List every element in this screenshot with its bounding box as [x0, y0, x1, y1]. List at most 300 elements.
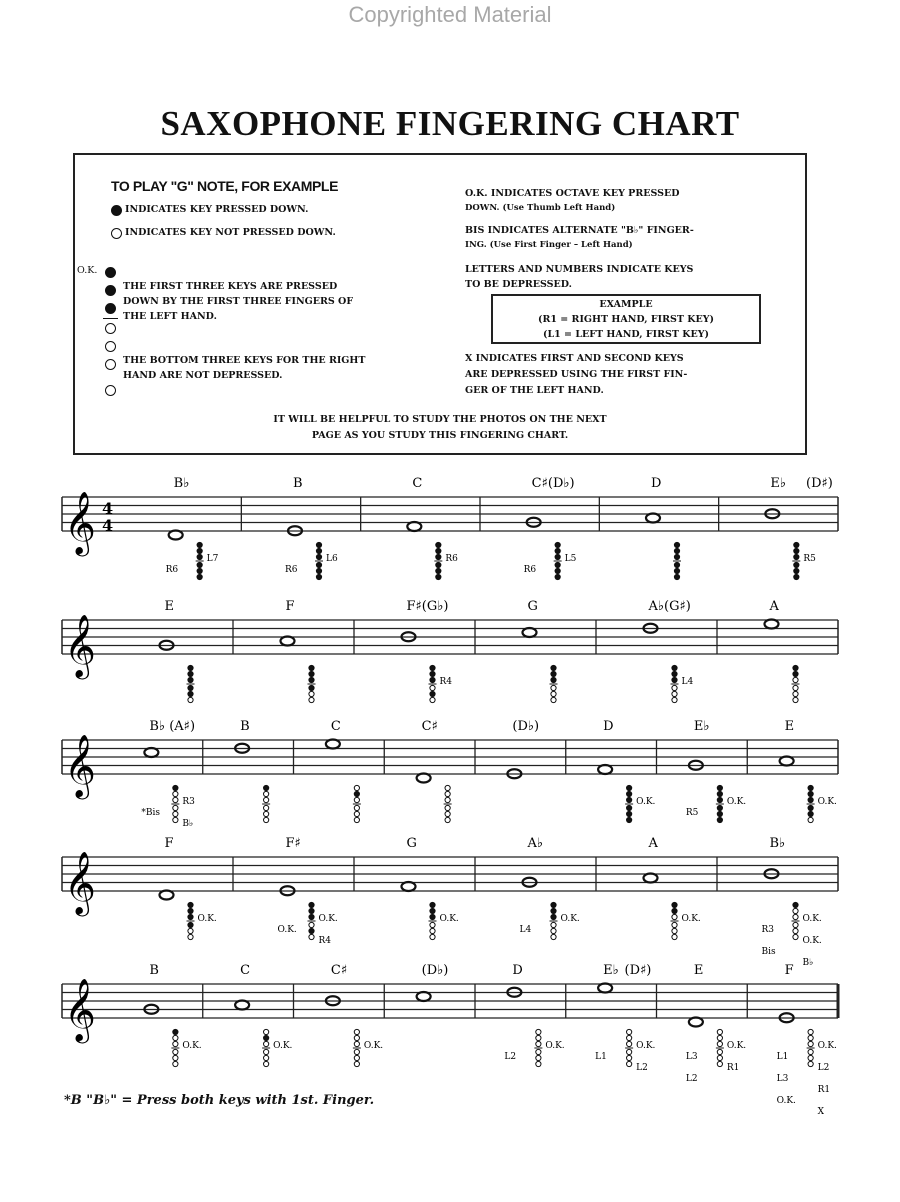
note-name: B	[240, 719, 250, 734]
fingering-dot	[674, 562, 679, 567]
fingering-dot	[536, 1049, 541, 1054]
fingering-dot	[430, 685, 435, 690]
fingering-dot	[674, 568, 679, 573]
page-title: SAXOPHONE FINGERING CHART	[160, 104, 740, 143]
fingering-dot	[551, 908, 556, 913]
fingering-dot	[430, 671, 435, 676]
fingering-dot	[173, 805, 178, 810]
fingering-dot	[551, 671, 556, 676]
fingering-dot	[316, 574, 321, 579]
legend-x-desc-2: ARE DEPRESSED USING THE FIRST FIN-	[465, 369, 688, 380]
key-label: O.K.	[545, 1041, 565, 1051]
fingering-dot	[717, 1055, 722, 1060]
fingering-dot	[794, 568, 799, 573]
key-label: R6	[523, 565, 537, 575]
fingering-dot	[627, 1055, 632, 1060]
note-name: E	[164, 599, 174, 614]
fingering-dot	[173, 1061, 178, 1066]
key-label: R4	[318, 936, 332, 946]
key-label: L2	[504, 1052, 517, 1062]
note-name: C	[240, 963, 251, 978]
legend-first-three-3: THE LEFT HAND.	[123, 311, 217, 322]
legend-bis-desc-2: ING. (Use First Finger – Left Hand)	[465, 240, 633, 250]
note-name: C	[412, 476, 423, 491]
fingering-dot	[445, 805, 450, 810]
fingering-dot	[188, 691, 193, 696]
fingering-dot	[188, 928, 193, 933]
fingering-dot	[430, 697, 435, 702]
fingering-dot	[555, 554, 560, 559]
key-label: O.K.	[726, 797, 747, 807]
fingering-dot	[188, 908, 193, 913]
fingering-dot	[264, 1041, 269, 1046]
note-head	[402, 882, 416, 891]
fingering-dot	[354, 1041, 359, 1046]
fingering-dot	[672, 677, 677, 682]
fingering-dot	[717, 1041, 722, 1046]
key-label: L1	[776, 1052, 789, 1062]
fingering-dot	[354, 785, 359, 790]
fingering-dot	[793, 665, 798, 670]
key-label: L4	[681, 677, 694, 687]
fingering-dot	[197, 562, 202, 567]
key-label: L3	[776, 1074, 789, 1084]
legend-helpful-2: PAGE AS YOU STUDY THIS FINGERING CHART.	[311, 430, 569, 441]
note-name: F	[784, 963, 794, 978]
fingering-dot	[309, 665, 314, 670]
fingering-dot	[551, 914, 556, 919]
key-label: O.K.	[197, 914, 217, 924]
fingering-dot	[436, 574, 441, 579]
key-label: O.K.	[182, 1041, 202, 1051]
fingering-dot	[717, 1035, 722, 1040]
fingering-dot	[188, 697, 193, 702]
fingering-dot	[808, 1055, 813, 1060]
treble-clef-icon: 𝄞	[64, 734, 96, 797]
key-label: R1	[817, 1085, 831, 1095]
fingering-dot	[430, 934, 435, 939]
fingering-dot	[309, 671, 314, 676]
note-name: D	[603, 719, 614, 734]
fingering-dot	[793, 922, 798, 927]
key-label: R4	[439, 677, 453, 687]
fingering-dot	[309, 902, 314, 907]
fingering-dot	[627, 785, 632, 790]
fingering-dot	[793, 691, 798, 696]
note-name: A	[769, 599, 779, 614]
key-label: R5	[685, 808, 699, 818]
fingering-dot	[197, 542, 202, 547]
key-label: L6	[326, 554, 338, 564]
fingering-dot	[436, 562, 441, 567]
fingering-dot	[536, 1061, 541, 1066]
key-label: L5	[564, 554, 577, 564]
fingering-dot	[309, 691, 314, 696]
fingering-dot	[316, 548, 321, 553]
fingering-dot	[188, 922, 193, 927]
fingering-dot	[316, 568, 321, 573]
fingering-dot	[717, 817, 722, 822]
fingering-dot	[430, 922, 435, 927]
legend-letters-desc-1: LETTERS AND NUMBERS INDICATE KEYS	[465, 264, 694, 275]
fingering-dot	[188, 685, 193, 690]
fingering-dot	[717, 797, 722, 802]
note-name: E	[784, 719, 795, 734]
note-name: B	[149, 963, 159, 978]
legend-x-desc-3: GER OF THE LEFT HAND.	[465, 385, 604, 396]
key-label: L4	[519, 925, 532, 935]
note-head	[407, 522, 421, 531]
note-head	[598, 765, 612, 774]
fingering-dot	[674, 548, 679, 553]
fingering-dot	[808, 791, 813, 796]
fingering-dot	[188, 677, 193, 682]
fingering-dot	[188, 671, 193, 676]
key-label: O.K.	[363, 1041, 384, 1051]
fingering-dot	[672, 697, 677, 702]
fingering-dot	[173, 811, 178, 816]
key-label: O.K.	[802, 914, 822, 924]
treble-clef-icon: 𝄞	[64, 851, 96, 914]
fingering-dot	[808, 817, 813, 822]
time-signature-bottom: 4	[102, 516, 114, 535]
legend-open-text: INDICATES KEY NOT PRESSED DOWN.	[125, 227, 336, 238]
fingering-dot	[173, 791, 178, 796]
fingering-dot	[173, 817, 178, 822]
note-head	[646, 514, 660, 523]
fingering-dot	[794, 574, 799, 579]
time-signature-top: 4	[102, 499, 114, 518]
fingering-dot	[197, 568, 202, 573]
fingering-dot	[264, 805, 269, 810]
fingering-dot	[188, 902, 193, 907]
fingering-dot	[188, 665, 193, 670]
legend-x-desc-1: X INDICATES FIRST AND SECOND KEYS	[465, 353, 684, 364]
fingering-dot	[627, 817, 632, 822]
fingering-dot	[808, 785, 813, 790]
key-label: L2	[685, 1074, 698, 1084]
fingering-dot	[173, 785, 178, 790]
key-label: L7	[206, 554, 219, 564]
treble-clef-icon: 𝄞	[64, 978, 96, 1041]
treble-clef-icon: 𝄞	[64, 491, 96, 554]
fingering-dot	[354, 805, 359, 810]
fingering-dot	[309, 928, 314, 933]
note-alt-name: (D♯)	[806, 476, 833, 491]
fingering-dot	[551, 922, 556, 927]
note-head	[644, 874, 658, 883]
key-label: Bis	[761, 947, 776, 957]
fingering-dot	[173, 1041, 178, 1046]
fingering-dot	[793, 934, 798, 939]
note-head	[160, 891, 174, 900]
key-label: O.K.	[439, 914, 459, 924]
fingering-dot	[674, 554, 679, 559]
note-name: G	[527, 599, 538, 614]
fingering-dot	[674, 574, 679, 579]
fingering-dot	[309, 677, 314, 682]
key-label: O.K.	[560, 914, 580, 924]
key-label: O.K.	[277, 925, 297, 935]
legend-first-three-2: DOWN BY THE FIRST THREE FINGERS OF	[123, 296, 354, 307]
fingering-dot	[354, 817, 359, 822]
fingering-dot	[551, 697, 556, 702]
fingering-dot	[627, 811, 632, 816]
fingering-dot	[445, 811, 450, 816]
note-head	[598, 984, 612, 993]
key-label: O.K.	[776, 1096, 796, 1106]
key-label: O.K.	[636, 1041, 656, 1051]
fingering-dot	[551, 928, 556, 933]
fingering-dot	[264, 785, 269, 790]
fingering-dot	[309, 685, 314, 690]
fingering-dot	[672, 922, 677, 927]
fingering-dot	[354, 1035, 359, 1040]
key-label: R6	[165, 565, 179, 575]
note-name: C♯(D♭)	[531, 476, 575, 491]
fingering-dot	[197, 554, 202, 559]
key-label: R1	[726, 1063, 740, 1073]
fingering-dot	[808, 1049, 813, 1054]
fingering-dot	[793, 902, 798, 907]
fingering-dot	[354, 797, 359, 802]
note-name: C♯	[330, 963, 348, 978]
fingering-dot	[717, 1029, 722, 1034]
fingering-dot	[808, 1041, 813, 1046]
note-name: G	[406, 836, 417, 851]
fingering-dot	[430, 691, 435, 696]
key-label: L2	[817, 1063, 830, 1073]
fingering-dot	[316, 542, 321, 547]
key-label: O.K.	[636, 797, 656, 807]
note-name: D	[651, 476, 662, 491]
key-label: L1	[595, 1052, 607, 1062]
note-name: E♭	[693, 719, 710, 734]
fingering-dot	[354, 1061, 359, 1066]
footnote: *B "B♭" = Press both keys with 1st. Finger.	[64, 1093, 375, 1108]
fingering-dot	[672, 934, 677, 939]
fingering-dot	[309, 914, 314, 919]
fingering-dot	[536, 1055, 541, 1060]
note-head	[169, 531, 183, 540]
key-label: B♭	[182, 819, 194, 829]
fingering-dot	[672, 665, 677, 670]
note-head	[281, 637, 295, 646]
note-head	[417, 992, 431, 1001]
fingering-dot	[551, 934, 556, 939]
fingering-dot	[808, 805, 813, 810]
fingering-dot	[264, 1049, 269, 1054]
fingering-dot	[793, 685, 798, 690]
fingering-dot	[316, 554, 321, 559]
note-head	[523, 628, 537, 637]
fingering-dot	[536, 1041, 541, 1046]
ok-label: O.K.	[77, 265, 98, 276]
fingering-dot	[264, 1055, 269, 1060]
fingering-dot	[627, 1049, 632, 1054]
fingering-dot	[627, 1029, 632, 1034]
fingering-dot	[264, 1061, 269, 1066]
fingering-dot	[188, 934, 193, 939]
fingering-dot	[627, 1035, 632, 1040]
note-head	[235, 1001, 249, 1010]
key-label: O.K.	[318, 914, 338, 924]
fingering-dot	[555, 542, 560, 547]
note-name: C♯	[421, 719, 438, 734]
fingering-dot	[793, 697, 798, 702]
note-name: C	[330, 719, 341, 734]
key-label: *Bis	[141, 808, 160, 818]
note-name: A	[648, 836, 658, 851]
fingering-dot	[551, 677, 556, 682]
fingering-dot	[808, 1035, 813, 1040]
fingering-dot	[808, 811, 813, 816]
fingering-dot	[197, 548, 202, 553]
note-name: B	[293, 476, 303, 491]
fingering-dot	[551, 685, 556, 690]
note-head	[765, 620, 779, 629]
note-head	[689, 1018, 703, 1027]
fingering-dot	[627, 797, 632, 802]
fingering-dot	[430, 914, 435, 919]
fingering-dot	[627, 791, 632, 796]
note-head	[780, 757, 794, 766]
legend-heading: TO PLAY "G" NOTE, FOR EXAMPLE	[111, 178, 339, 194]
key-label: X	[817, 1107, 825, 1117]
legend-ok-desc-2: DOWN. (Use Thumb Left Hand)	[465, 203, 616, 213]
fingering-dot	[717, 1049, 722, 1054]
fingering-dot	[354, 791, 359, 796]
note-name: B♭	[173, 476, 190, 491]
note-name: A♭(G♯)	[648, 599, 691, 614]
key-label: O.K.	[273, 1041, 293, 1051]
key-label: L2	[636, 1063, 648, 1073]
note-name: A♭	[527, 836, 544, 851]
fingering-dot	[430, 677, 435, 682]
legend-ok-desc-1: O.K. INDICATES OCTAVE KEY PRESSED	[465, 188, 680, 199]
legend-helpful-1: IT WILL BE HELPFUL TO STUDY THE PHOTOS ON THE NEXT	[273, 414, 607, 425]
fingering-dot	[430, 928, 435, 933]
fingering-dot	[794, 562, 799, 567]
fingering-dot	[316, 562, 321, 567]
note-head	[144, 748, 158, 757]
fingering-dot	[717, 791, 722, 796]
watermark: Copyrighted Material	[348, 2, 552, 27]
key-label: O.K.	[817, 1041, 837, 1051]
fingering-dot	[555, 548, 560, 553]
fingering-dot	[793, 914, 798, 919]
fingering-dot	[309, 697, 314, 702]
legend-bis-desc-1: BIS INDICATES ALTERNATE "B♭" FINGER-	[465, 225, 694, 236]
key-label: R6	[445, 554, 458, 564]
fingering-dot	[173, 1049, 178, 1054]
fingering-dot	[309, 908, 314, 913]
fingering-dot	[436, 568, 441, 573]
note-name: (D♭)	[421, 963, 449, 978]
fingering-dot	[309, 934, 314, 939]
fingering-dot	[627, 1061, 632, 1066]
example-heading: EXAMPLE	[599, 299, 653, 310]
fingering-dot	[354, 1029, 359, 1034]
fingering-dot	[264, 797, 269, 802]
fingering-dot	[173, 1035, 178, 1040]
note-head	[326, 740, 340, 749]
fingering-dot	[627, 805, 632, 810]
fingering-dot	[430, 902, 435, 907]
note-name: F	[164, 836, 174, 851]
fingering-dot	[264, 811, 269, 816]
fingering-dot	[717, 811, 722, 816]
key-label: R3	[761, 925, 775, 935]
fingering-dot	[264, 1029, 269, 1034]
fingering-dot	[793, 677, 798, 682]
fingering-dot	[173, 1055, 178, 1060]
note-name: F♯	[285, 836, 301, 851]
fingering-dot	[173, 797, 178, 802]
fingering-dot	[672, 685, 677, 690]
fingering-dot	[808, 797, 813, 802]
fingering-dot	[672, 902, 677, 907]
fingering-dot	[445, 817, 450, 822]
key-label: O.K.	[726, 1041, 747, 1051]
fingering-dot	[717, 785, 722, 790]
note-name: E♭	[770, 476, 786, 491]
fingering-dot	[672, 671, 677, 676]
key-label: O.K.	[802, 936, 822, 946]
fingering-dot	[672, 914, 677, 919]
fingering-dot	[430, 665, 435, 670]
key-label: O.K.	[817, 797, 837, 807]
fingering-dot	[309, 922, 314, 927]
fingering-dot	[794, 554, 799, 559]
fingering-dot	[536, 1029, 541, 1034]
fingering-dot	[264, 1035, 269, 1040]
legend-bottom-three-2: HAND ARE NOT DEPRESSED.	[123, 370, 283, 381]
fingering-dot	[717, 1061, 722, 1066]
note-name: B♭ (A♯)	[149, 719, 196, 734]
fingering-dot	[794, 542, 799, 547]
fingering-dot	[264, 791, 269, 796]
key-label: O.K.	[681, 914, 701, 924]
note-head	[417, 774, 431, 783]
legend-filled-text: INDICATES KEY PRESSED DOWN.	[125, 204, 309, 215]
fingering-dot	[188, 914, 193, 919]
note-name: D	[512, 963, 523, 978]
fingering-dot	[445, 797, 450, 802]
fingering-dot	[808, 1061, 813, 1066]
fingering-dot	[551, 902, 556, 907]
fingering-dot	[354, 1049, 359, 1054]
note-name: F♯(G♭)	[406, 599, 449, 614]
fingering-dot	[354, 1055, 359, 1060]
key-label: B♭	[802, 958, 814, 968]
fingering-dot	[555, 568, 560, 573]
fingering-dot	[551, 665, 556, 670]
note-alt-name: (D♯)	[624, 963, 652, 978]
fingering-dot	[445, 791, 450, 796]
fingering-dot	[793, 908, 798, 913]
fingering-dot	[264, 817, 269, 822]
fingering-dot	[717, 805, 722, 810]
fingering-dot	[536, 1035, 541, 1040]
fingering-dot	[793, 671, 798, 676]
fingering-dot	[793, 928, 798, 933]
fingering-dot	[445, 785, 450, 790]
fingering-dot	[674, 542, 679, 547]
legend-bottom-three-1: THE BOTTOM THREE KEYS FOR THE RIGHT	[123, 355, 366, 366]
fingering-dot	[627, 1041, 632, 1046]
fingering-dot	[672, 928, 677, 933]
